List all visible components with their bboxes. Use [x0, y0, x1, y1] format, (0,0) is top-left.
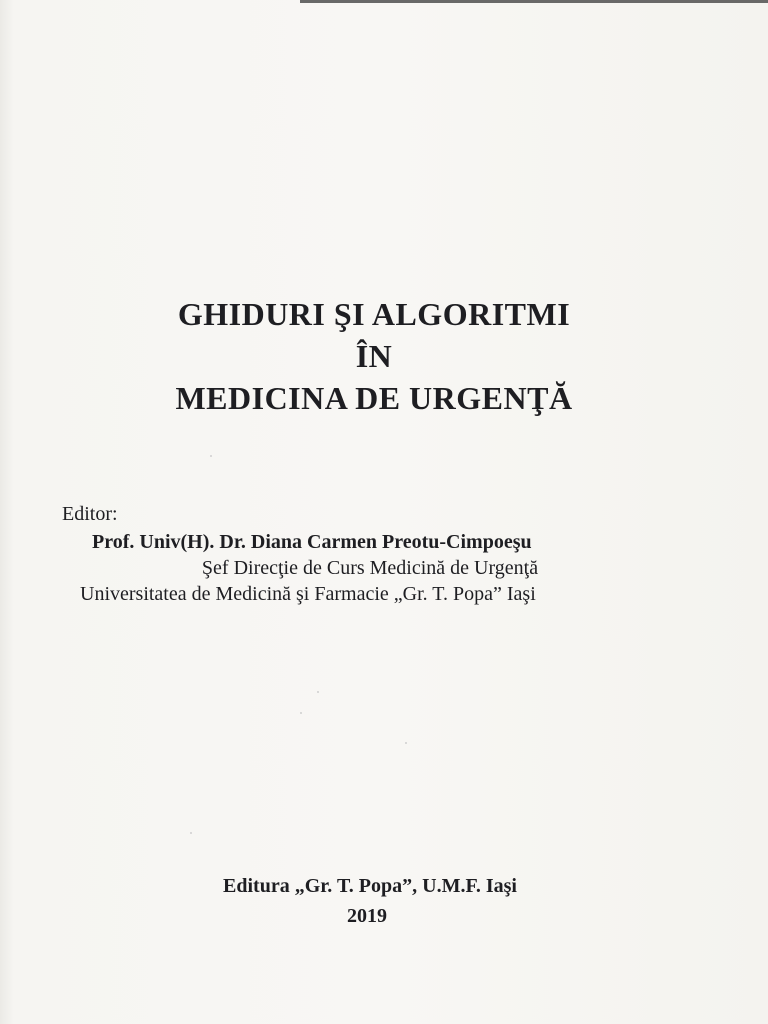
book-title-line-2: ÎN: [355, 338, 393, 374]
scan-speck: [300, 712, 302, 714]
publication-year: 2019: [347, 905, 387, 927]
book-title-line-3: MEDICINA DE URGENŢĂ: [175, 380, 573, 416]
scan-speck: [190, 832, 192, 834]
editor-label: Editor:: [62, 503, 118, 525]
scan-speck: [210, 455, 212, 457]
editor-affiliation: Universitatea de Medicină şi Farmacie „Gr. T. Popa” Iaşi: [80, 583, 536, 605]
scan-edge-line: [300, 0, 768, 3]
scan-speck: [317, 691, 319, 693]
scan-speck: [405, 742, 407, 744]
editor-name: Prof. Univ(H). Dr. Diana Carmen Preotu-Cimpoeşu: [92, 531, 532, 553]
editor-role: Şef Direcţie de Curs Medicină de Urgenţă: [201, 557, 539, 579]
book-title-line-1: GHIDURI ŞI ALGORITMI: [177, 296, 571, 332]
publisher-name: Editura „Gr. T. Popa”, U.M.F. Iaşi: [223, 875, 517, 897]
